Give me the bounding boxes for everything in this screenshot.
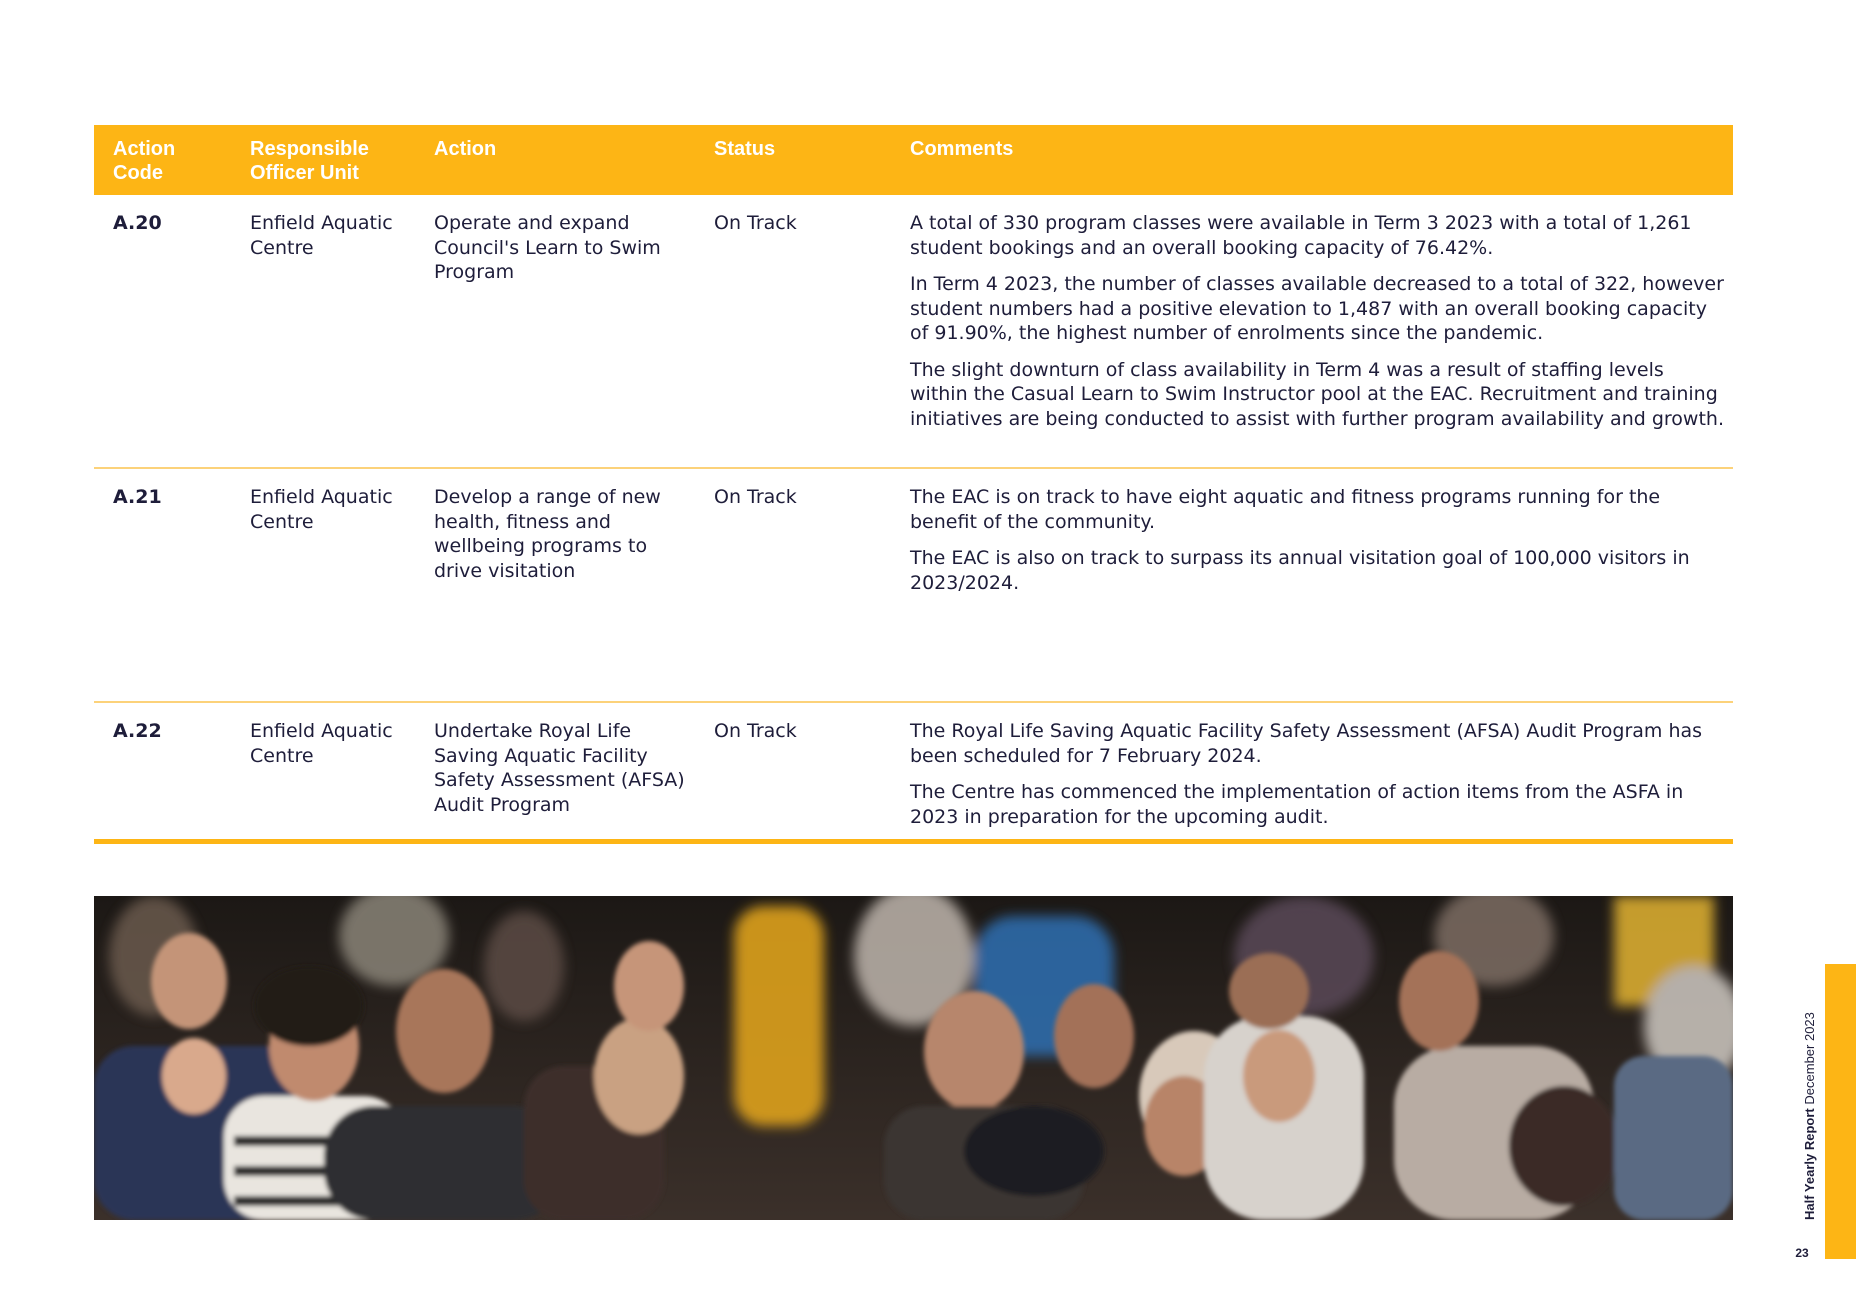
comments-cell	[891, 702, 1733, 842]
table-row	[94, 702, 1733, 842]
comment-paragraph: In Term 4 2023, the number of classes available decreased to a total of 322, however student numbers had a positive elevation to 1,487 with an overall booking capacity of 91.90%, the highest number of enrolments since the pandemic.	[910, 273, 1724, 344]
side-tab	[1825, 964, 1856, 1259]
report-title: Half Yearly Report	[1802, 1108, 1817, 1220]
action-cell: Develop a range of new health, fitness and wellbeing programs to drive visitation	[415, 468, 695, 702]
action-code-cell: A.20	[94, 195, 231, 468]
comment-paragraph: The slight downturn of class availability in Term 4 was a result of staffing levels within the Casual Learn to Swim Instructor pool at the EAC. Recruitment and training initiatives are being conducted to assist with further program availability and growth.	[910, 358, 1724, 430]
action-cell: Undertake Royal Life Saving Aquatic Facility Safety Assessment (AFSA) Audit Program	[415, 702, 695, 842]
responsible-unit-cell: Enfield Aquatic Centre	[231, 195, 415, 468]
report-period: December 2023	[1802, 1012, 1817, 1105]
comment-paragraph: The Centre has commenced the implementation of action items from the ASFA in 2023 in preparation for the upcoming audit.	[910, 781, 1684, 828]
table-row	[94, 468, 1733, 702]
header-action-code: Action Code	[94, 125, 231, 195]
header-responsible-unit: Responsible Officer Unit	[231, 125, 415, 195]
table-row	[94, 195, 1733, 468]
comment-paragraph: A total of 330 program classes were available in Term 3 2023 with a total of 1,261 student bookings and an overall booking capacity of 76.42%.	[910, 212, 1692, 259]
comment-paragraph: The Royal Life Saving Aquatic Facility Safety Assessment (AFSA) Audit Program has been scheduled for 7 February 2024.	[910, 720, 1703, 767]
crowd-photo-illustration	[94, 896, 1733, 1220]
action-table-container	[94, 125, 1733, 844]
responsible-unit-cell: Enfield Aquatic Centre	[231, 702, 415, 842]
header-action: Action	[415, 125, 695, 195]
action-table	[94, 125, 1733, 844]
crowd-photo	[94, 896, 1733, 1220]
report-title-vertical	[1802, 1012, 1817, 1220]
table-header	[94, 125, 1733, 195]
header-status: Status	[695, 125, 891, 195]
status-cell: On Track	[695, 702, 891, 842]
comments-cell	[891, 195, 1733, 468]
comments-cell	[891, 468, 1733, 702]
header-row	[94, 125, 1733, 195]
comment-paragraph: The EAC is also on track to surpass its annual visitation goal of 100,000 visitors in 2023/2024.	[910, 547, 1690, 594]
table-body	[94, 195, 1733, 842]
comment-paragraph: The EAC is on track to have eight aquatic and fitness programs running for the benefit of the community.	[910, 486, 1661, 533]
header-comments: Comments	[891, 125, 1733, 195]
status-cell: On Track	[695, 468, 891, 702]
action-code-cell: A.22	[94, 702, 231, 842]
action-code-cell: A.21	[94, 468, 231, 702]
page-number: 23	[1795, 1246, 1809, 1260]
action-cell: Operate and expand Council's Learn to Swim Program	[415, 195, 695, 468]
status-cell: On Track	[695, 195, 891, 468]
responsible-unit-cell: Enfield Aquatic Centre	[231, 468, 415, 702]
